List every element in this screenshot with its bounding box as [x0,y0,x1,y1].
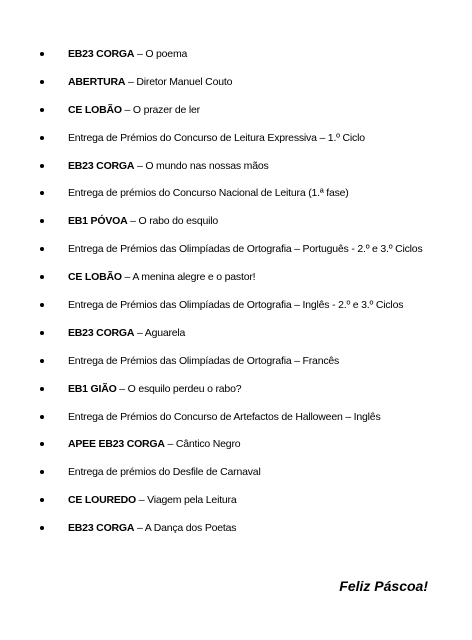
performance-title: Diretor Manuel Couto [136,75,233,88]
list-item-text [68,44,187,64]
separator: – [125,75,137,88]
performance-title: O prazer de ler [132,103,200,116]
bullet-icon [40,415,44,419]
award-ceremony: Entrega de Prémios do Concurso de Leitura Expressiva – 1.º Ciclo [68,131,365,144]
list-item-text [68,295,403,315]
easter-greeting: Feliz Páscoa! [339,578,428,594]
performance-title: O mundo nas nossas mãos [145,159,269,172]
bullet-icon [40,498,44,502]
bullet-icon [40,303,44,307]
separator: – [134,522,145,535]
school-name: CE LOBÃO [68,271,122,284]
bullet-icon [40,191,44,195]
school-name: CE LOUREDO [68,494,137,507]
bullet-icon [40,219,44,223]
bullet-icon [40,387,44,391]
separator: – [121,103,133,116]
bullet-icon [40,275,44,279]
list-item [40,379,460,407]
award-ceremony: Entrega de Prémios do Concurso de Artefactos de Halloween – Inglês [68,410,381,423]
performance-title: Viagem pela Leitura [147,494,237,507]
list-item [40,72,460,100]
bullet-icon [40,80,44,84]
school-name: APEE EB23 CORGA [68,438,165,451]
school-name: CE LOBÃO [68,103,122,116]
list-item-text [68,211,218,231]
list-item [40,239,460,267]
program-list [40,44,460,546]
award-ceremony: Entrega de prémios do Concurso Nacional de Leitura (1.ª fase) [68,187,349,200]
separator: – [136,494,148,507]
list-item-text [68,462,261,482]
list-item [40,462,460,490]
performance-title: Aguarela [144,326,186,339]
list-item-text [68,267,255,287]
performance-title: A Dança dos Poetas [144,522,237,535]
list-item [40,323,460,351]
bullet-icon [40,136,44,140]
separator: – [134,48,146,60]
bullet-icon [40,470,44,474]
performance-title: O poema [145,48,188,60]
award-ceremony: Entrega de Prémios das Olimpíadas de Ortografia – Francês [68,354,340,367]
bullet-icon [40,359,44,363]
list-item-text [68,323,185,343]
list-item [40,407,460,435]
award-ceremony: Entrega de prémios do Desfile de Carnaval [68,466,261,479]
bullet-icon [40,247,44,251]
list-item-text [68,239,423,259]
list-item-text [68,490,237,510]
school-name: EB1 PÓVOA [68,215,128,228]
school-name: ABERTURA [68,75,126,88]
list-item [40,211,460,239]
list-item [40,183,460,211]
separator: – [116,382,128,395]
list-item-text [68,518,236,538]
list-item [40,490,460,518]
list-item [40,156,460,184]
bullet-icon [40,526,44,530]
list-item [40,518,460,546]
list-item [40,295,460,323]
list-item-text [68,128,365,148]
school-name: EB1 GIÃO [68,382,117,395]
award-ceremony: Entrega de Prémios das Olimpíadas de Ortografia – Português - 2.º e 3.º Ciclos [68,243,423,256]
performance-title: O esquilo perdeu o rabo? [127,382,242,395]
performance-title: A menina alegre e o pastor! [132,271,256,284]
bullet-icon [40,442,44,446]
list-item [40,434,460,462]
separator: – [127,215,139,228]
list-item-text [68,72,232,92]
school-name: EB23 CORGA [68,159,135,172]
list-item [40,44,460,72]
separator: – [121,271,133,284]
separator: – [134,159,146,172]
separator: – [164,438,176,451]
bullet-icon [40,331,44,335]
list-item [40,267,460,295]
list-item-text [68,100,200,120]
separator: – [134,326,145,339]
list-item-text [68,156,269,176]
bullet-icon [40,108,44,112]
award-ceremony: Entrega de Prémios das Olimpíadas de Ortografia – Inglês - 2.º e 3.º Ciclos [68,299,404,312]
school-name: EB23 CORGA [68,326,135,339]
list-item-text [68,407,381,427]
school-name: EB23 CORGA [68,48,135,60]
school-name: EB23 CORGA [68,522,135,535]
list-item-text [68,351,339,371]
list-item [40,351,460,379]
performance-title: O rabo do esquilo [138,215,219,228]
list-item [40,100,460,128]
bullet-icon [40,164,44,168]
performance-title: Cântico Negro [175,438,241,451]
list-item [40,128,460,156]
list-item-text [68,379,241,399]
list-item-text [68,183,349,203]
list-item-text [68,434,240,454]
bullet-icon [40,52,44,56]
